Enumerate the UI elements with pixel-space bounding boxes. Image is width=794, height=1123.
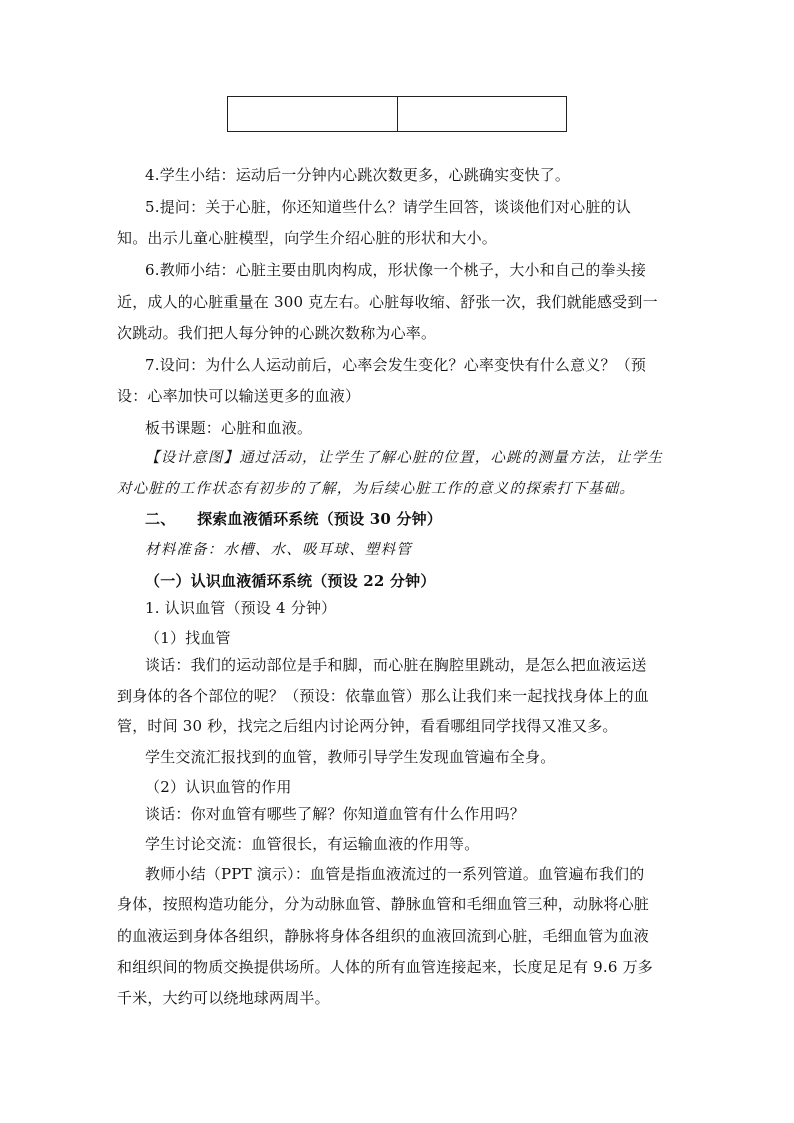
paragraph-line: 6.教师小结：心脏主要由肌肉构成，形状像一个桃子，大小和自己的拳头接	[145, 261, 647, 279]
empty-table	[227, 96, 567, 132]
paragraph-line: 千米，大约可以绕地球两周半。	[117, 989, 330, 1007]
section-heading: 二、 探索血液循环系统（预设 30 分钟）	[145, 510, 443, 528]
paragraph-line: 到身体的各个部位的呢？（预设：依靠血管）那么让我们来一起找找身体上的血	[117, 687, 650, 705]
paragraph-line: 次跳动。我们把人每分钟的心跳次数称为心率。	[117, 324, 437, 342]
subsection-heading: （一）认识血液循环系统（预设 22 分钟）	[145, 572, 436, 590]
paragraph-line: 管，时间 30 秒，找完之后组内讨论两分钟，看看哪组同学找得又准又多。	[117, 717, 618, 735]
paragraph-line: 的血液运到身体各组织，静脉将身体各组织的血液回流到心脏，毛细血管为血液	[117, 927, 650, 945]
paragraph-line: 谈话：你对血管有哪些了解？你知道血管有什么作用吗？	[145, 805, 526, 823]
paragraph-line: 7.设问：为什么人运动前后，心率会发生变化？心率变快有什么意义？（预	[145, 356, 647, 374]
paragraph-line: 和组织间的物质交换提供场所。人体的所有血管连接起来，长度足足有 9.6 万多	[117, 958, 653, 976]
paragraph-line: 5.提问：关于心脏，你还知道些什么？请学生回答，谈谈他们对心脏的认	[145, 198, 631, 216]
paragraph-line: 谈话：我们的运动部位是手和脚，而心脏在胸腔里跳动，是怎么把血液运送	[145, 656, 647, 674]
board-title-line: 板书课题：心脏和血液。	[145, 419, 313, 437]
table-cell-right	[397, 97, 567, 131]
table-cell-left	[228, 97, 397, 131]
materials-line: 材料准备：水槽、水、吸耳球、塑料管	[145, 542, 412, 558]
item-subheading: （1）找血管	[145, 629, 231, 647]
paragraph-line: 知。出示儿童心脏模型，向学生介绍心脏的形状和大小。	[117, 229, 498, 247]
paragraph-line: 学生讨论交流：血管很长，有运输血液的作用等。	[145, 835, 480, 853]
design-intent-line: 对心脏的工作状态有初步的了解，为后续心脏工作的意义的探索打下基础。	[117, 481, 636, 497]
paragraph-line: 教师小结（PPT 演示）：血管是指血液流过的一系列管道。血管遍布我们的	[145, 865, 645, 883]
item-subheading: （2）认识血管的作用	[145, 778, 292, 796]
paragraph-line: 4.学生小结：运动后一分钟内心跳次数更多，心跳确实变快了。	[145, 166, 571, 184]
paragraph-line: 设：心率加快可以输送更多的血液）	[117, 387, 361, 405]
paragraph-line: 身体，按照构造功能分，分为动脉血管、静脉血管和毛细血管三种，动脉将心脏	[117, 895, 650, 913]
paragraph-line: 近，成人的心脏重量在 300 克左右。心脏每收缩、舒张一次，我们就能感受到一	[117, 293, 658, 311]
design-intent-line: 【设计意图】通过活动，让学生了解心脏的位置，心跳的测量方法，让学生	[145, 450, 664, 466]
item-heading: 1. 认识血管（预设 4 分钟）	[145, 599, 337, 617]
paragraph-line: 学生交流汇报找到的血管，教师引导学生发现血管遍布全身。	[145, 748, 556, 766]
